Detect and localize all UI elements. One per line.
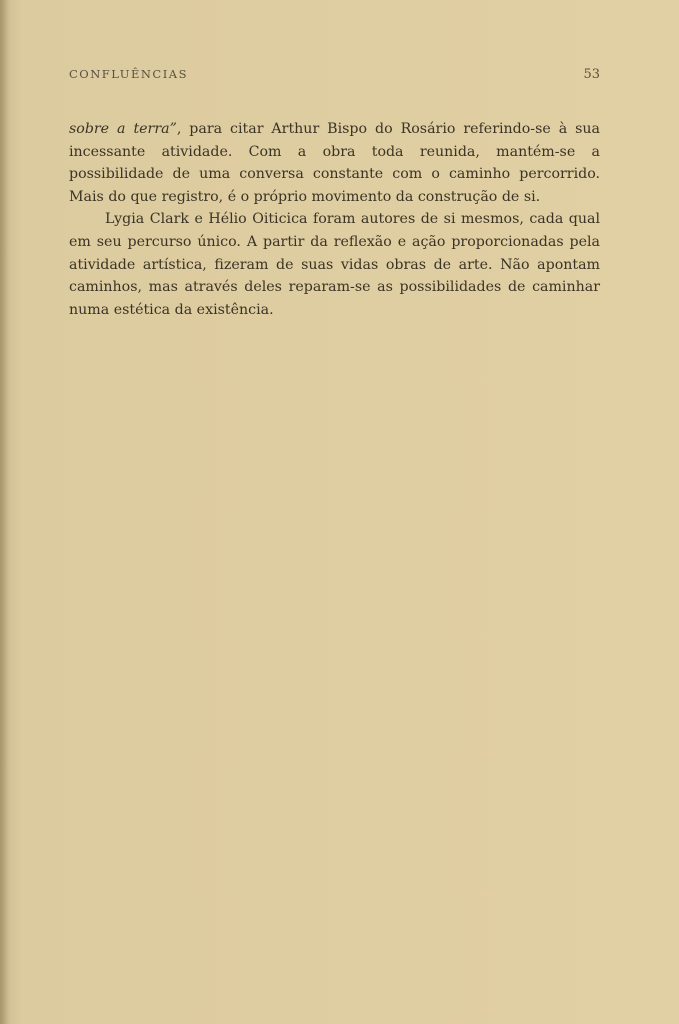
body-text	[69, 118, 600, 321]
paragraph-1-italic-lead: sobre a terra”	[69, 121, 177, 137]
paragraph-2: Lygia Clark e Hélio Oiticica foram autores de si mesmos, cada qual em seu percurso único. A partir da reflexão e ação proporcionadas pela atividade artística, fizeram de suas vidas obras de arte. Não apontam caminhos, mas através deles reparam-se as possibilidades de caminhar numa estética da existência.	[69, 211, 600, 318]
page-gutter-shadow	[0, 0, 10, 1024]
section-title: CONFLUÊNCIAS	[69, 67, 188, 81]
page-number: 53	[583, 66, 600, 82]
running-head	[69, 64, 600, 84]
paragraph-1	[69, 118, 600, 208]
paragraph-1-text: , para citar Arthur Bispo do Rosário referindo-se à sua incessante atividade. Com a obra toda reunida, mantém-se a possibilidade de uma conversa constante com o caminho percorrido. Mais do que registro, é o próprio movimento da construção de si.	[69, 121, 601, 205]
